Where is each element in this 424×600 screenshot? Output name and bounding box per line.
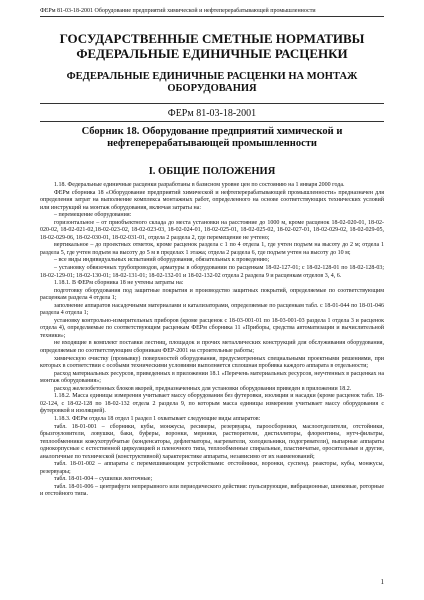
document-title: ГОСУДАРСТВЕННЫЕ СМЕТНЫЕ НОРМАТИВЫ ФЕДЕРАЛЬНЫЕ ЕДИНИЧНЫЕ РАСЦЕНКИ	[59, 31, 365, 61]
paragraph: заполнение аппаратов насадочными материалами и катализаторами, определяемые по расценкам табл. с 18-01-044 по 18-01-046 раздела 4 отдела 1;	[40, 302, 384, 317]
document-code: ФЕРм 81-03-18-2001	[167, 108, 257, 119]
paragraph: – перемещение оборудования:	[54, 212, 132, 219]
paragraph: химическую очистку (промывку) поверхностей оборудования, предусмотренных специальными проектными решениями, при которых в соответствии с особыми техническими условиями выполняется сплошная пробивка каждого аппарата в отдельности;	[40, 355, 384, 370]
paragraph: подготовку оборудования под защитные покрытия и производство защитных покрытий, определяемые по соответствующим расценкам раздела 4 отдела 1;	[40, 287, 384, 302]
paragraph: табл. 18-01-002 – аппараты с перемешивающим устройствами: отстойники, воронки, суспенд. реакторы, кубы, монжусы, резервуары;	[40, 461, 384, 475]
paragraph: установку контрольно-измерительных приборов (кроме расценок с 18-03-001-01 по 18-03-001-03 раздела 1 отдела 3 и расценок отдела 4), определяемые по соответствующим расценкам ФЕРм сборника 11 «Приборы, средства автоматизации и вычислительной техники»;	[40, 317, 384, 339]
paragraph: табл. 18-01-006 – центрифуги непрерывного или периодического действия: пульсирующие, вибрационные, шнековые, роторные и отстойного типа.	[40, 483, 384, 498]
paragraph: вертикальное – до проектных отметок, кроме расценок раздела с 1 по 4 отдела 1, где учтен подъем на высоту до 2 м; отдела 1 раздела 5, где учтен подъем на высоту до 5 м в пределах 1 этажа; отдела 2 раздела 6, где подъем учтен на высоту до 10 м;	[40, 242, 384, 256]
running-header: ФЕРм 81-03-18-2001 Оборудование предприятий химической и нефтеперерабатывающей промышленности	[40, 8, 316, 14]
paragraph: 1.18.2. Масса единицы измерения учитывает массу оборудования без футеровки, изоляции и насадки (кроме расценок табл. 18-02-124, с 18-02-128 по 18-02-132 отдела 2 раздела 9, по которым масса единицы измерения учитывает массу оборудования с футеровкой и изоляцией).	[40, 393, 384, 415]
paragraph: 1.18.1. В ФЕРм сборника 18 не учтены затраты на:	[54, 280, 184, 287]
paragraph: горизонтальное – от приобъектного склада до места установки на расстояние до 1000 м, кроме расценок 18-02-020-01, 18-02-020-02, 18-02-021-02,18-02-023-02, 18-02-023-03, 18-02-024-01, 18-02-025-01, 18-02-025-02, 18-02-027-01, 18-02-029-02, 18-02-029-05, 18-02-029-06, 18-02-030-01, 18-02-031-01, отдела 2 раздела 2, где перемещение не учтено;	[40, 219, 384, 241]
paragraph: не входящие в комплект поставки лестниц, площадок и прочих металлических конструкций для обслуживания оборудования, определяемые по соответствующим сборникам ФЕР-2001 на строительные работы;	[40, 340, 384, 355]
paragraph: расход материальных ресурсов, приведенных в приложении 18.1 «Перечень материальных ресурсов, неучтенных в расценках на монтаж оборудования»;	[40, 370, 384, 385]
code-rule-top	[40, 103, 384, 104]
paragraph: – все виды индивидуальных испытаний оборудования, обязательных к проведению;	[54, 257, 270, 264]
paragraph: 1.18.3. ФЕРм отдела 18 отдел 1 раздел 1 охватывает следующие виды аппаратов:	[54, 415, 261, 422]
page-number: 1	[380, 578, 384, 586]
document-subtitle: ФЕДЕРАЛЬНЫЕ ЕДИНИЧНЫЕ РАСЦЕНКИ НА МОНТАЖ ОБОРУДОВАНИЯ	[66, 71, 358, 94]
collection-title: Сборник 18. Оборудование предприятий химической и нефтеперерабатывающей промышленности	[81, 126, 343, 149]
body-text	[40, 182, 384, 499]
paragraph: 1.18. Федеральные единичные расценки разработаны в базисном уровне цен по состоянию на 1 января 2000 года.	[54, 182, 345, 188]
header-rule	[40, 16, 384, 17]
section-title: I. ОБЩИЕ ПОЛОЖЕНИЯ	[148, 166, 276, 177]
paragraph: табл. 18-01-001 – сборники, кубы, монжусы, ресиверы, резервуары, пароосборники, маслоотделители, отстойники, брызгоуловители, ловушки, баки, буферы, воронки, мерники, растворители, дистилляторы, флорентины, нутч-фильтры, теплообменники кожухотрубчатые (конденсаторы, дефлегматоры, нагреватели, холодильники, подогреватели), выпарные аппараты однокорпусные с естественной циркуляцией и пленочного типа, теплообменные спиральные, пластинчатые, оросительные и другие, аналогичные по технической (конструктивной) характеристике аппараты, независимо от их наименований;	[40, 423, 384, 460]
paragraph: расход железобетонных блоков якорей, предназначенных для установки оборудования приведен в приложении 18.2.	[54, 385, 352, 392]
code-rule-bottom	[40, 121, 384, 122]
paragraph: ФЕРм сборника 18 «Оборудование предприятий химической и нефтеперерабатывающей промышленности» предназначен для определения затрат на выполнение комплекса монтажных работ, определенного на основе соответствующих технических условий или инструкций на монтаж оборудования, включая затраты на:	[40, 189, 384, 211]
paragraph: – установку обвязочных трубопроводов, арматуры в оборудовании по расценкам 18-02-127-01; с 18-02-128-01 по 18-02-128-03; 18-02-129-01; 18-02-130-01; 18-02-131-01; 18-02-132-01 и 18-02-132-02 отдела 2 раздела 9 и расценкам отделов 3, 4, 6.	[40, 265, 384, 279]
paragraph: табл. 18-01-004 – сушилки ленточные;	[54, 476, 153, 483]
